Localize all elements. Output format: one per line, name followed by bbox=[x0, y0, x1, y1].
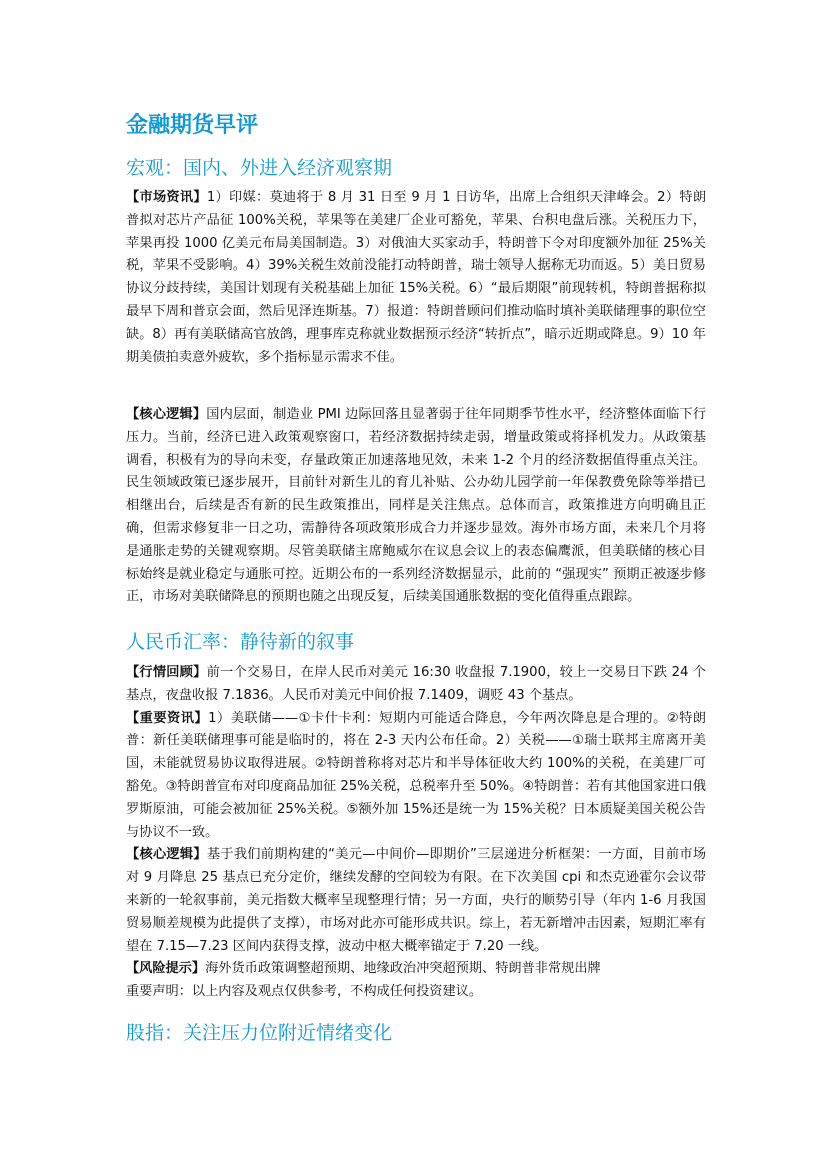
rmb-section-body bbox=[126, 662, 706, 1004]
section-title-macro: 宏观：国内、外进入经济观察期 bbox=[126, 157, 393, 179]
paragraph-rmb-news bbox=[126, 708, 706, 845]
paragraph-tag: 【核心逻辑】 bbox=[126, 407, 207, 422]
paragraph-rmb-logic bbox=[126, 844, 706, 958]
paragraph-text: 1）印媒：莫迪将于 8 月 31 日至 9 月 1 日访华，出席上合组织天津峰会。2）特朗普拟对芯片产品征 100%关税，苹果等在美建厂企业可豁免，苹果、台积电盘后涨。关税压力下，苹果再投 1000 亿美元布局美国制造。3）对俄油大买家动手，特朗普下令对印度额外加征 25%关税，苹果不受影响。4）39%关税生效前没能打动特朗普，瑞士领导人据称无功而返。5）美日贸易协议分歧持续，美国计划现有关税基础上加征 15%关税。6）“最后期限”前现转机，特朗普据称拟最早下周和普京会面，然后见泽连斯基。7）报道：特朗普顾问们推动临时填补美联储理事的职位空缺。8）再有美联储高官放鸽，理事库克称就业数据预示经济“转折点”，暗示近期或降息。9）10 年期美债拍卖意外疲软，多个指标显示需求不佳。 bbox=[126, 190, 707, 365]
paragraph-disclaimer bbox=[126, 981, 706, 1004]
section-title-rmb: 人民币汇率：静待新的叙事 bbox=[126, 631, 355, 653]
paragraph-macro-news bbox=[126, 187, 706, 369]
paragraph-rmb-review bbox=[126, 662, 706, 708]
document-title: 金融期货早评 bbox=[126, 113, 259, 138]
paragraph-text: 海外货币政策调整超预期、地缘政治冲突超预期、特朗普非常规出牌 bbox=[205, 961, 601, 977]
paragraph-text: 基于我们前期构建的“美元—中间价—即期价”三层递进分析框架：一方面，目前市场对 9 月降息 25 基点已充分定价，继续发酵的空间较为有限。在下次美国 cpi 和杰克逊霍尔会议带来新的一轮叙事前，美元指数大概率呈现整理行情；另一方面，央行的顺势引导（年内 1-6 月我国贸易顺差规模为此提供了支撑），市场对此亦可能形成共识。综上，若无新增冲击因素，短期汇率有望在 7.15—7.23 区间内获得支撑，波动中枢大概率锚定于 7.20 一线。 bbox=[126, 847, 707, 954]
paragraph-text: 前一个交易日，在岸人民币对美元 16:30 收盘报 7.1900，较上一交易日下跌 24 个基点，夜盘收报 7.1836。人民币对美元中间价报 7.1409，调贬 43 个基点。 bbox=[126, 665, 706, 703]
section-title-index: 股指：关注压力位附近情绪变化 bbox=[126, 1022, 393, 1044]
paragraph-text: 重要声明：以上内容及观点仅供参考，不构成任何投资建议。 bbox=[126, 984, 483, 1000]
paragraph-tag: 【市场资讯】 bbox=[126, 190, 207, 205]
paragraph-tag: 【核心逻辑】 bbox=[126, 847, 207, 863]
paragraph-tag: 【风险提示】 bbox=[126, 961, 206, 977]
paragraph-text: 1）美联储——①卡什卡利：短期内可能适合降息，今年两次降息是合理的。②特朗普：新任美联储理事可能是临时的，将在 2-3 天内公布任命。2）关税——①瑞士联邦主席离开美国，未能就贸易协议取得进展。②特朗普称将对芯片和半导体征收大约 100%的关税，在美建厂可豁免。③特朗普宣布对印度商品加征 25%关税，总税率升至 50%。④特朗普：若有其他国家进口俄罗斯原油，可能会被加征 25%关税。⑤额外加 15%还是统一为 15%关税？日本质疑美国关税公告与协议不一致。 bbox=[126, 710, 706, 840]
paragraph-tag: 【重要资讯】 bbox=[126, 710, 209, 726]
paragraph-text: 国内层面，制造业 PMI 边际回落且显著弱于往年同期季节性水平，经济整体面临下行压力。当前，经济已进入政策观察窗口，若经济数据持续走弱，增量政策或将择机发力。从政策基调看，积极有为的导向未变，存量政策正加速落地见效，未来 1-2 个月的经济数据值得重点关注。民生领域政策已逐步展开，目前针对新生儿的育儿补贴、公办幼儿园学前一年保教费免除等举措已相继出台，后续是否有新的民生政策推出，同样是关注焦点。总体而言，政策推进方向明确且正确，但需求修复非一日之功，需静待各项政策形成合力并逐步显效。海外市场方面，未来几个月将是通胀走势的关键观察期。尽管美联储主席鲍威尔在议息会议上的表态偏鹰派，但美联储的核心目标始终是就业稳定与通胀可控。近期公布的一系列经济数据显示，此前的 “强现实” 预期正被逐步修正，市场对美联储降息的预期也随之出现反复，后续美国通胀数据的变化值得重点跟踪。 bbox=[126, 407, 707, 605]
paragraph-rmb-risk bbox=[126, 958, 706, 981]
paragraph-tag: 【行情回顾】 bbox=[126, 665, 207, 680]
paragraph-macro-logic bbox=[126, 404, 706, 609]
